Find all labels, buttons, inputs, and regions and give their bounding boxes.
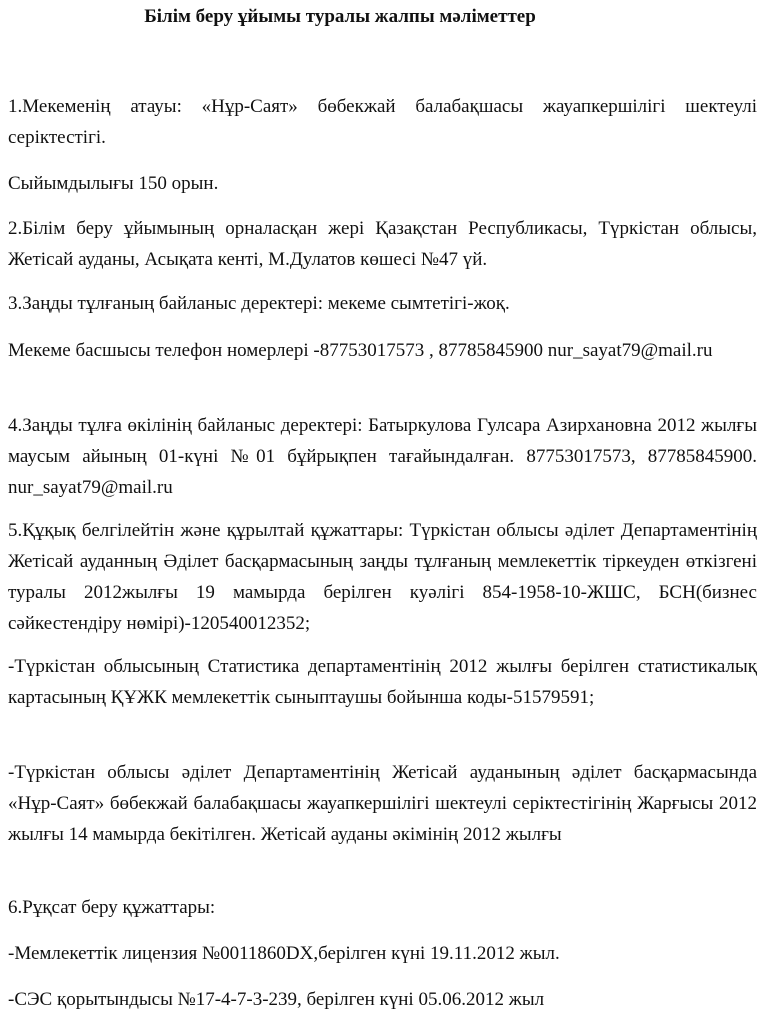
- paragraph-charter: -Түркістан облысы әділет Департаментінің Жетісай ауданының әділет басқармасында «Нұр-Саят» бөбекжай балабақшасы жауапкершілігі шектеулі серіктестігінің Жарғысы 2012 жылғы 14 мамырда бекітілген. Жетісай ауданы әкімінің 2012 жылғы: [8, 762, 757, 845]
- paragraph-location: 2.Білім беру ұйымының орналасқан жері Қазақстан Республикасы, Түркістан облысы, Жетісай ауданы, Асықата кенті, М.Дулатов көшесі №47 үй.: [8, 218, 757, 270]
- paragraph-institution-name: 1.Мекеменің атауы: «Нұр-Саят» бөбекжай балабақшасы жауапкершілігі шектеулі серіктестігі.: [8, 96, 757, 148]
- paragraph-sanitary-conclusion: -СЭС қорытындысы №17-4-7-3-239, берілген күні 05.06.2012 жыл: [8, 989, 545, 1010]
- paragraph-contact-data: 3.Заңды тұлғаның байланыс деректері: мекеме сымтетігі-жоқ.: [8, 293, 510, 314]
- paragraph-representative-contacts: 4.Заңды тұлға өкілінің байланыс деректері: Батыркулова Гулсара Азирхановна 2012 жылғы маусым айының 01-күні №01 бұйрықпен тағайындалған. 87753017573, 87785845900. nur_sayat79@mail.ru: [8, 415, 757, 498]
- paragraph-statistics-code: -Түркістан облысының Статистика департаментінің 2012 жылғы берілген статистикалық картасының ҚҰЖК мемлекеттік сыныптаушы бойынша коды-51579591;: [8, 656, 757, 708]
- paragraph-permits-heading: 6.Рұқсат беру құжаттары:: [8, 897, 216, 918]
- paragraph-director-phones: Мекеме басшысы телефон номерлері -87753017573 , 87785845900 nur_sayat79@mail.ru: [8, 340, 713, 361]
- document-title: Білім беру ұйымы туралы жалпы мәліметтер: [144, 6, 536, 27]
- paragraph-license: -Мемлекеттік лицензия №0011860DX,берілген күні 19.11.2012 жыл.: [8, 943, 560, 964]
- paragraph-capacity: Сыйымдылығы 150 орын.: [8, 173, 219, 194]
- paragraph-founding-documents: 5.Құқық белгілейтін және құрылтай құжаттары: Түркістан облысы әділет Департаментінің Жетісай ауданның Әділет басқармасының заңды тұлғаның мемлекеттік тіркеуден өткізгені туралы 2012жылғы 19 мамырда берілген куәлігі 854-1958-10-ЖШС, БСН(бизнес сәйкестендіру нөмірі)-120540012352;: [8, 520, 757, 634]
